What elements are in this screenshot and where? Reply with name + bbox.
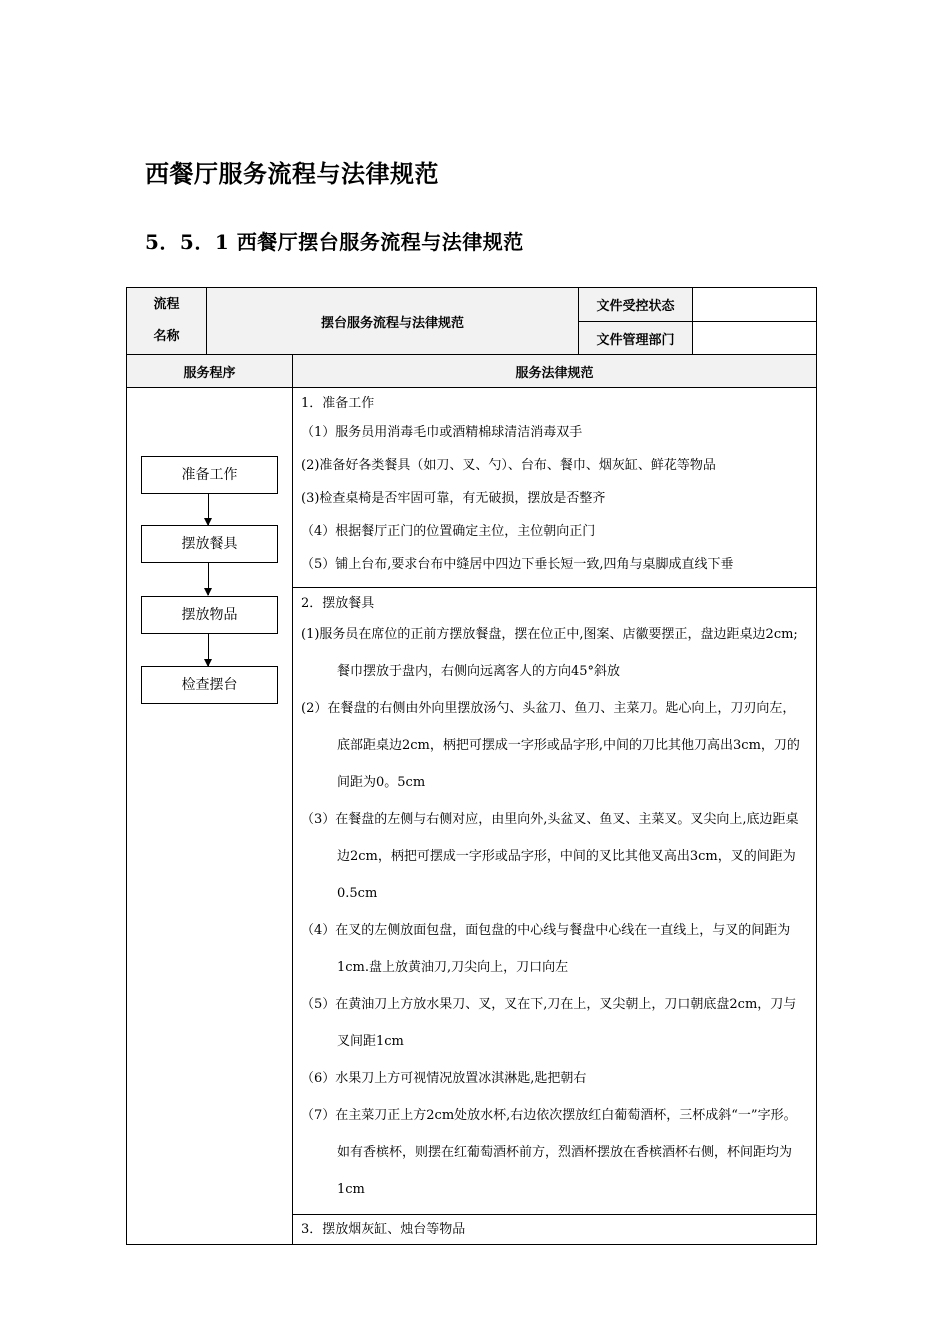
flow-arrow xyxy=(208,494,209,525)
rule-item: （4）在叉的左侧放面包盘，面包盘的中心线与餐盘中心线在一直线上，与叉的间距为1cm.盘上放黄油刀,刀尖向上，刀口向左 xyxy=(301,923,791,975)
flow-arrow xyxy=(208,563,209,595)
dept-value xyxy=(693,322,817,355)
process-table xyxy=(126,287,817,1245)
flow-step-items: 摆放物品 xyxy=(141,596,278,634)
header-row-1 xyxy=(127,288,817,322)
dept-label: 文件管理部门 xyxy=(579,322,693,355)
rule-section-title: 2．摆放餐具 xyxy=(301,596,375,611)
rule-item: （5）铺上台布,要求台布中缝居中四边下垂长短一致,四角与桌脚成直线下垂 xyxy=(301,557,734,572)
status-value xyxy=(693,288,817,322)
rule-item: (2）在餐盘的右侧由外向里摆放汤勺、头盆刀、鱼刀、主菜刀。匙心向上，刀刃向左，底部距桌边2cm，柄把可摆成一字形或品字形,中间的刀比其他刀高出3cm，刀的间距为0。5cm xyxy=(301,701,800,790)
rule-item: (2)准备好各类餐具（如刀、叉、勺）、台布、餐巾、烟灰缸、鲜花等物品 xyxy=(301,458,716,473)
rule-item: （5）在黄油刀上方放水果刀、叉，叉在下,刀在上，叉尖朝上，刀口朝底盘2cm，刀与叉间距1cm xyxy=(301,997,797,1049)
rule-item: （6）水果刀上方可视情况放置冰淇淋匙,匙把朝右 xyxy=(301,1071,587,1086)
rule-section-title: 3．摆放烟灰缸、烛台等物品 xyxy=(301,1222,466,1237)
rule-item: （1）服务员用消毒毛巾或酒精棉球清洁消毒双手 xyxy=(301,425,583,440)
status-label: 文件受控状态 xyxy=(579,288,693,322)
flow-step-check: 检查摆台 xyxy=(141,666,278,704)
col-procedure-header: 服务程序 xyxy=(127,355,293,388)
name-label-cell xyxy=(127,288,207,355)
name-label-line-1: 流程 xyxy=(153,297,180,312)
document-title: 西餐厅服务流程与法律规范 xyxy=(145,159,439,188)
content-row-1 xyxy=(127,388,817,588)
rule-section-title: 1．准备工作 xyxy=(301,396,375,411)
flowchart-cell xyxy=(127,388,293,1245)
rule-item: （7）在主菜刀正上方2cm处放水杯,右边依次摆放红白葡萄酒杯，三杯成斜“一”字形。如有香槟杯，则摆在红葡萄酒杯前方，烈酒杯摆放在香槟酒杯右侧，杯间距均为1cm xyxy=(301,1108,797,1197)
rule-item: （4）根据餐厅正门的位置确定主位，主位朝向正门 xyxy=(301,524,596,539)
section-heading: 5．5．1 西餐厅摆台服务流程与法律规范 xyxy=(145,230,524,254)
flow-arrow xyxy=(208,634,209,666)
process-name: 摆台服务流程与法律规范 xyxy=(207,288,579,355)
rules-section-2 xyxy=(293,588,817,1215)
rule-item: (3)检查桌椅是否牢固可靠，有无破损，摆放是否整齐 xyxy=(301,491,606,506)
rule-item: (1)服务员在席位的正前方摆放餐盘，摆在位正中,图案、店徽要摆正，盘边距桌边2cm;餐巾摆放于盘内，右侧向远离客人的方向45°斜放 xyxy=(301,627,798,679)
flowchart xyxy=(127,388,292,1244)
column-header-row xyxy=(127,355,817,388)
rules-section-3 xyxy=(293,1215,817,1245)
rule-item: （3）在餐盘的左侧与右侧对应，由里向外,头盆叉、鱼叉、主菜叉。叉尖向上,底边距桌边2cm，柄把可摆成一字形或品字形，中间的叉比其他叉高出3cm，叉的间距为0.5cm xyxy=(301,812,799,901)
flow-step-prepare: 准备工作 xyxy=(141,456,278,494)
col-rules-header: 服务法律规范 xyxy=(293,355,817,388)
rules-section-1 xyxy=(293,388,817,588)
name-label-line-2: 名称 xyxy=(153,329,180,344)
flow-step-tableware: 摆放餐具 xyxy=(141,525,278,563)
